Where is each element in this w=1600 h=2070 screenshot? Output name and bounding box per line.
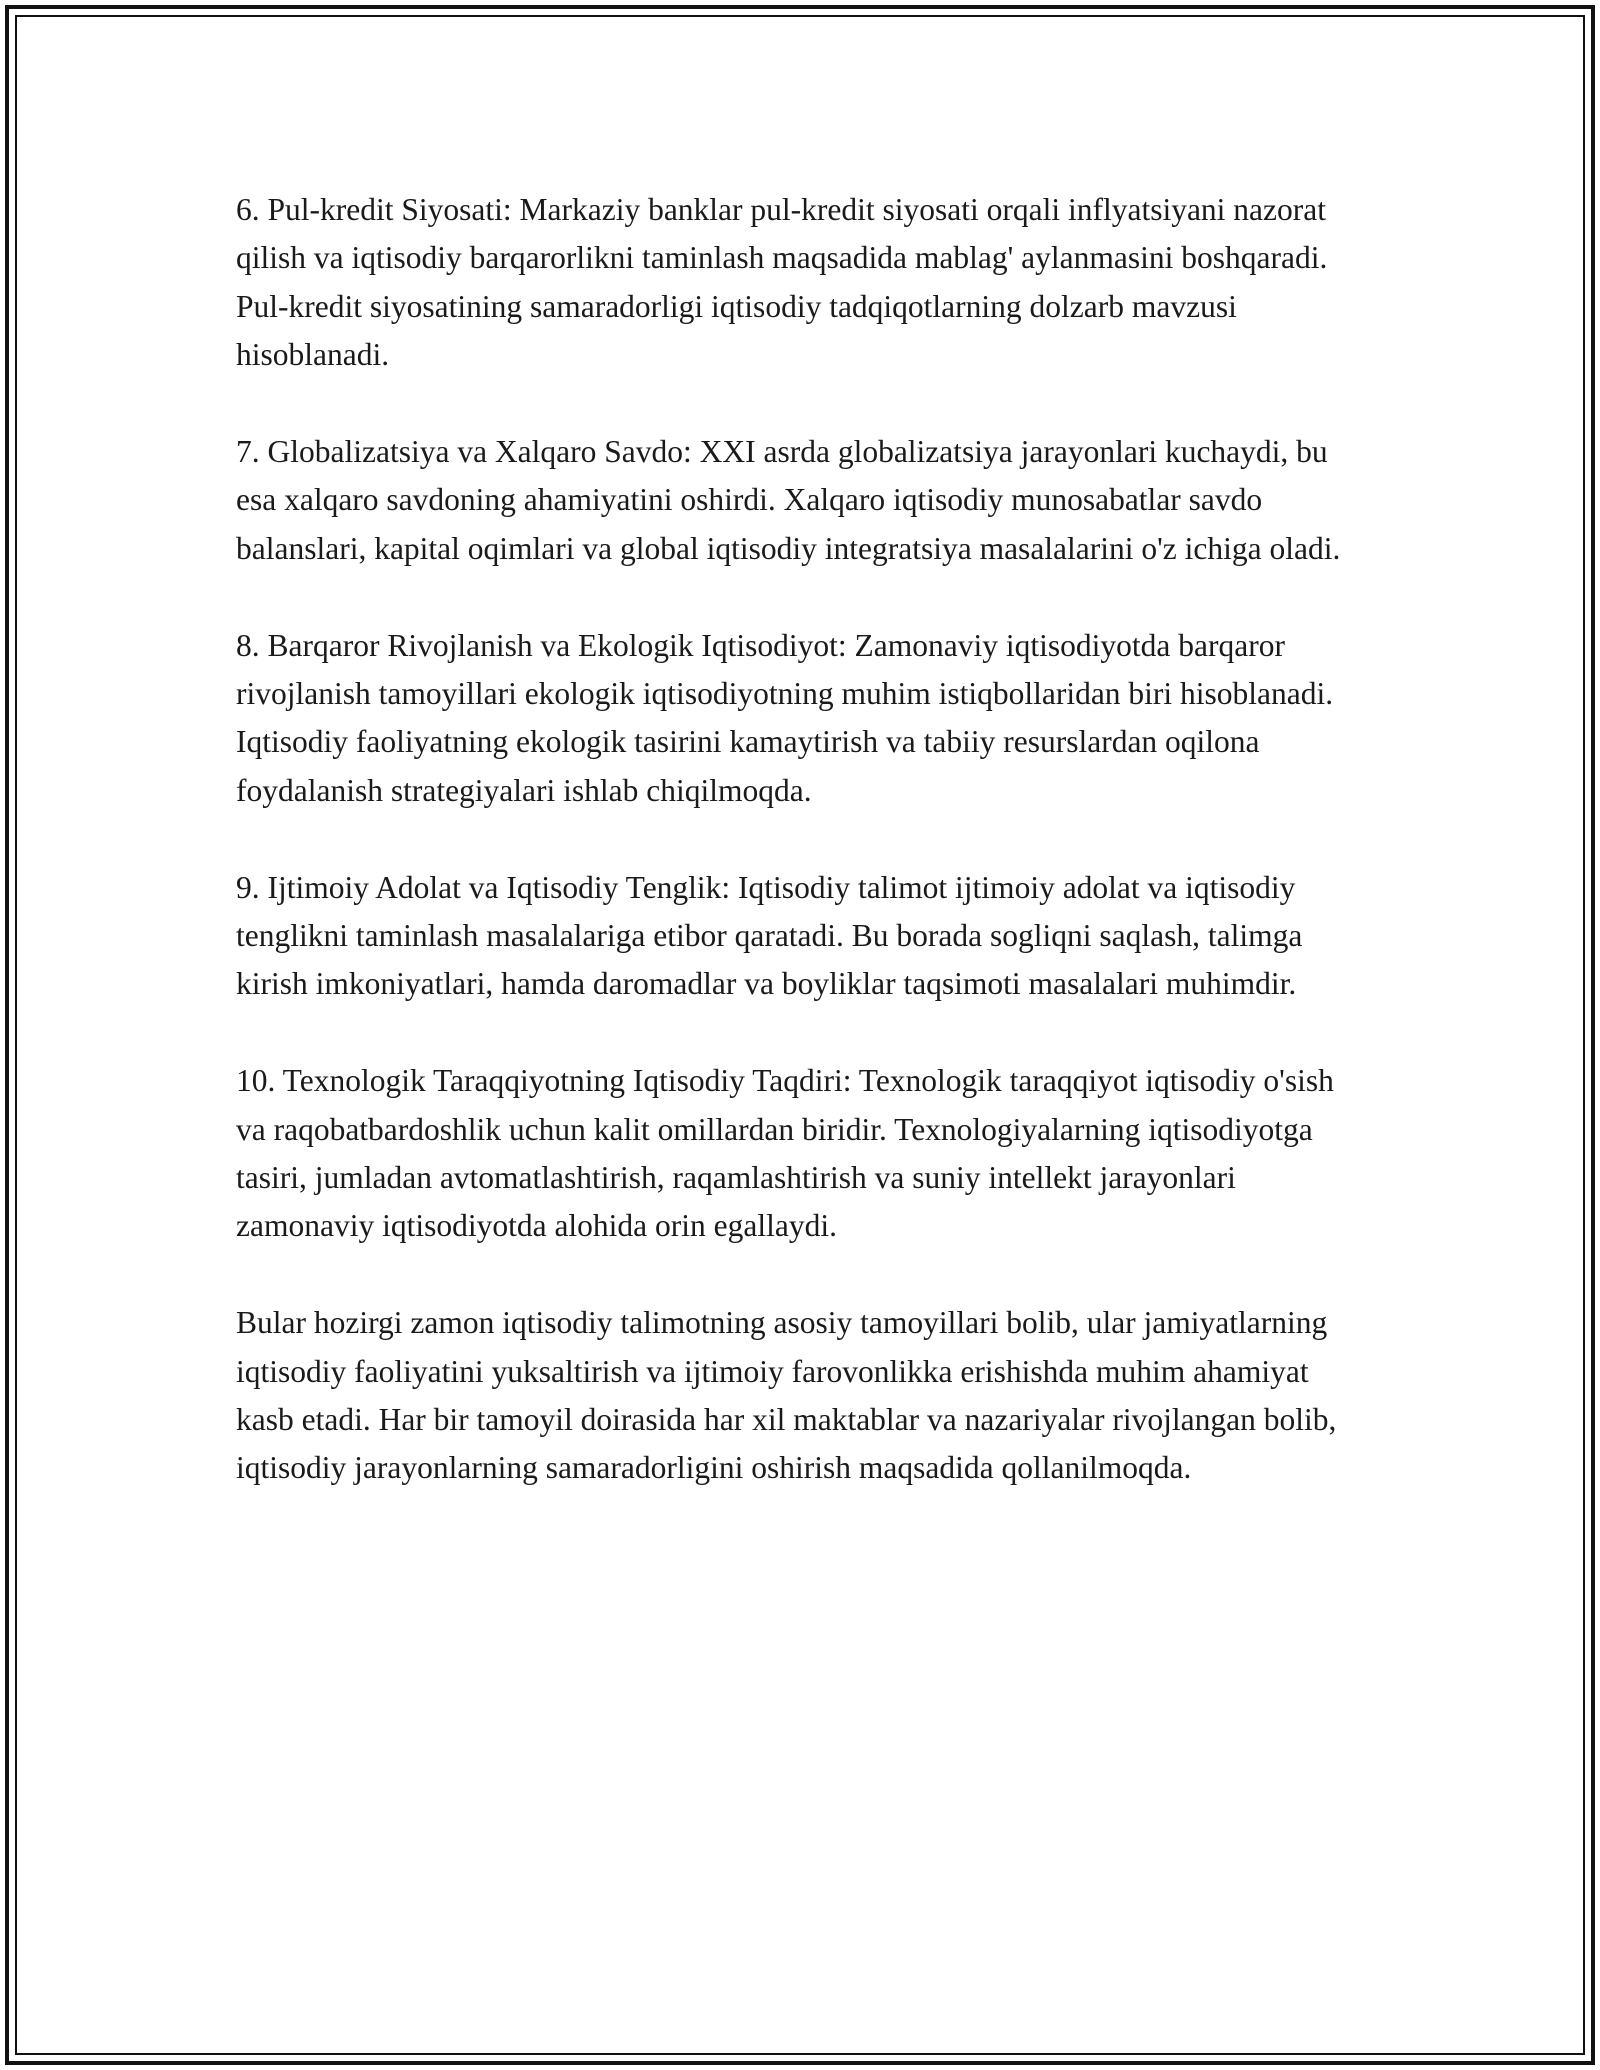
paragraph-social-justice: 9. Ijtimoiy Adolat va Iqtisodiy Tenglik: Iqtisodiy talimot ijtimoiy adolat va iqtisodiy tenglikni taminlash masalalariga etibor qaratadi. Bu borada sogliqni saqlash, talimga kirish imkoniyatlari, hamda daromadlar va boyliklar taqsimoti masalalari muhimdir. [236,869,1303,1002]
paragraph-conclusion: Bular hozirgi zamon iqtisodiy talimotning asosiy tamoyillari bolib, ular jamiyatlarning iqtisodiy faoliyatini yuksaltirish va ijtimoiy farovonlikka erishishda muhim ahamiyat kasb etadi. Har bir tamoyil doirasida har xil maktablar va nazariyalar rivojlangan bolib, iqtisodiy jarayonlarning samaradorligini oshirish maqsadida qollanilmoqda. [236,1305,1337,1486]
paragraph-sustainable-development: 8. Barqaror Rivojlanish va Ekologik Iqtisodiyot: Zamonaviy iqtisodiyotda barqaror rivojlanish tamoyillari ekologik iqtisodiyotning muhim istiqbollaridan biri hisoblanadi. Iqtisodiy faoliyatning ekologik tasirini kamaytirish va tabiiy resurslardan oqilona foydalanish strategiyalari ishlab chiqilmoqda. [236,627,1334,808]
paragraph-monetary-policy: 6. Pul-kredit Siyosati: Markaziy banklar pul-kredit siyosati orqali inflyatsiyani nazorat qilish va iqtisodiy barqarorlikni taminlash maqsadida mablag' aylanmasini boshqaradi. Pul-kredit siyosatining samaradorligi iqtisodiy tadqiqotlarning dolzarb mavzusi hisoblanadi. [236,192,1328,373]
paragraph-globalization-trade: 7. Globalizatsiya va Xalqaro Savdo: XXI asrda globalizatsiya jarayonlari kuchaydi, bu esa xalqaro savdoning ahamiyatini oshirdi. Xalqaro iqtisodiy munosabatlar savdo balanslari, kapital oqimlari va global iqtisodiy integratsiya masalalarini o'z ichiga oladi. [236,434,1341,566]
document-body [236,186,1356,1541]
paragraph-technological-progress: 10. Texnologik Taraqqiyotning Iqtisodiy Taqdiri: Texnologik taraqqiyot iqtisodiy o'sish va raqobatbardoshlik uchun kalit omillardan biridir. Texnologiyalarning iqtisodiyotga tasiri, jumladan avtomatlashtirish, raqamlashtirish va suniy intellekt jarayonlari zamonaviy iqtisodiyotda alohida orin egallaydi. [236,1063,1334,1244]
